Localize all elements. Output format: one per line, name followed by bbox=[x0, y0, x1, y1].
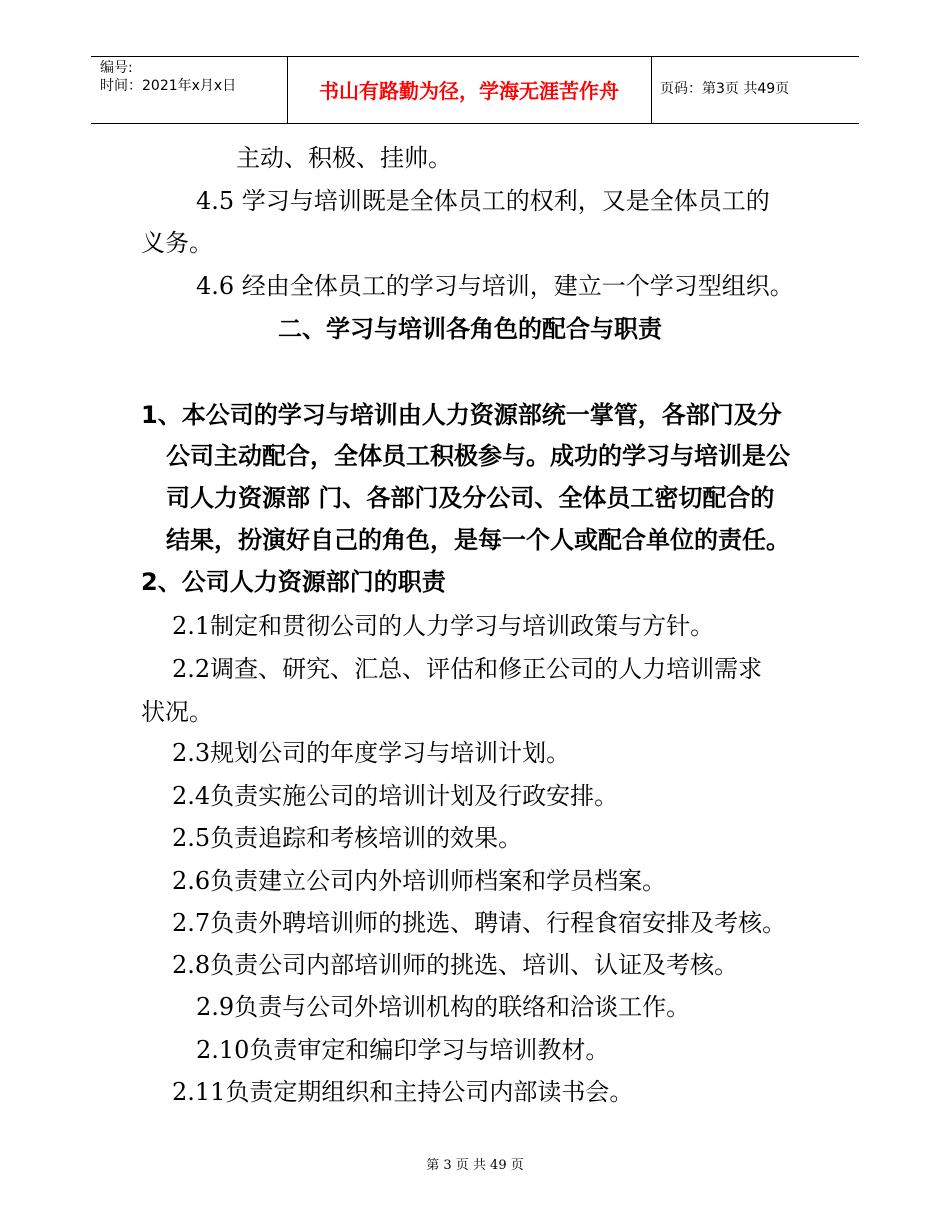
document-date: 时间：2021年x月x日 bbox=[100, 78, 237, 94]
duty-item: 2.1制定和贯彻公司的人力学习与培训政策与方针。 bbox=[172, 612, 715, 640]
duty-item: 状况。 bbox=[141, 698, 213, 726]
duty-item: 2.3规划公司的年度学习与培训计划。 bbox=[172, 739, 571, 767]
body-line: 4.5 学习与培训既是全体员工的权利，又是全体员工的 bbox=[196, 187, 770, 215]
body-line: 主动、积极、挂帅。 bbox=[236, 144, 452, 172]
item1-line: 结果，扮演好自己的角色，是每一个人或配合单位的责任。 bbox=[166, 526, 790, 554]
header-divider bbox=[651, 57, 652, 123]
document-number-label: 编号: bbox=[100, 60, 133, 76]
body-line: 义务。 bbox=[141, 229, 213, 257]
page-header bbox=[91, 56, 859, 124]
header-page-info: 页码：第3页 共49页 bbox=[660, 81, 790, 97]
item1-line: 公司主动配合，全体员工积极参与。成功的学习与培训是公 bbox=[166, 442, 790, 470]
duty-item: 2.7负责外聘培训师的挑选、聘请、行程食宿安排及考核。 bbox=[172, 909, 787, 937]
page-footer: 第 3 页 共 49 页 bbox=[426, 1158, 524, 1173]
duty-item: 2.4负责实施公司的培训计划及行政安排。 bbox=[172, 782, 619, 810]
duty-item: 2.9负责与公司外培训机构的联络和洽谈工作。 bbox=[196, 993, 691, 1021]
duty-item: 2.5负责追踪和考核培训的效果。 bbox=[172, 824, 523, 852]
duty-item: 2.2调查、研究、汇总、评估和修正公司的人力培训需求 bbox=[172, 655, 763, 683]
item1-line: 司人力资源部 门、各部门及分公司、全体员工密切配合的 bbox=[166, 484, 775, 512]
duty-item: 2.10负责审定和编印学习与培训教材。 bbox=[196, 1036, 610, 1064]
item2-title: 2、公司人力资源部门的职责 bbox=[141, 568, 446, 596]
body-line: 4.6 经由全体员工的学习与培训，建立一个学习型组织。 bbox=[196, 272, 794, 300]
duty-item: 2.6负责建立公司内外培训师档案和学员档案。 bbox=[172, 867, 667, 895]
duty-item: 2.8负责公司内部培训师的挑选、培训、认证及考核。 bbox=[172, 951, 739, 979]
item1-line: 1、本公司的学习与培训由人力资源部统一掌管，各部门及分 bbox=[141, 401, 782, 429]
duty-item: 2.11负责定期组织和主持公司内部读书会。 bbox=[172, 1078, 634, 1106]
header-motto: 书山有路勤为径，学海无涯苦作舟 bbox=[319, 79, 619, 103]
section-title: 二、学习与培训各角色的配合与职责 bbox=[278, 315, 662, 343]
